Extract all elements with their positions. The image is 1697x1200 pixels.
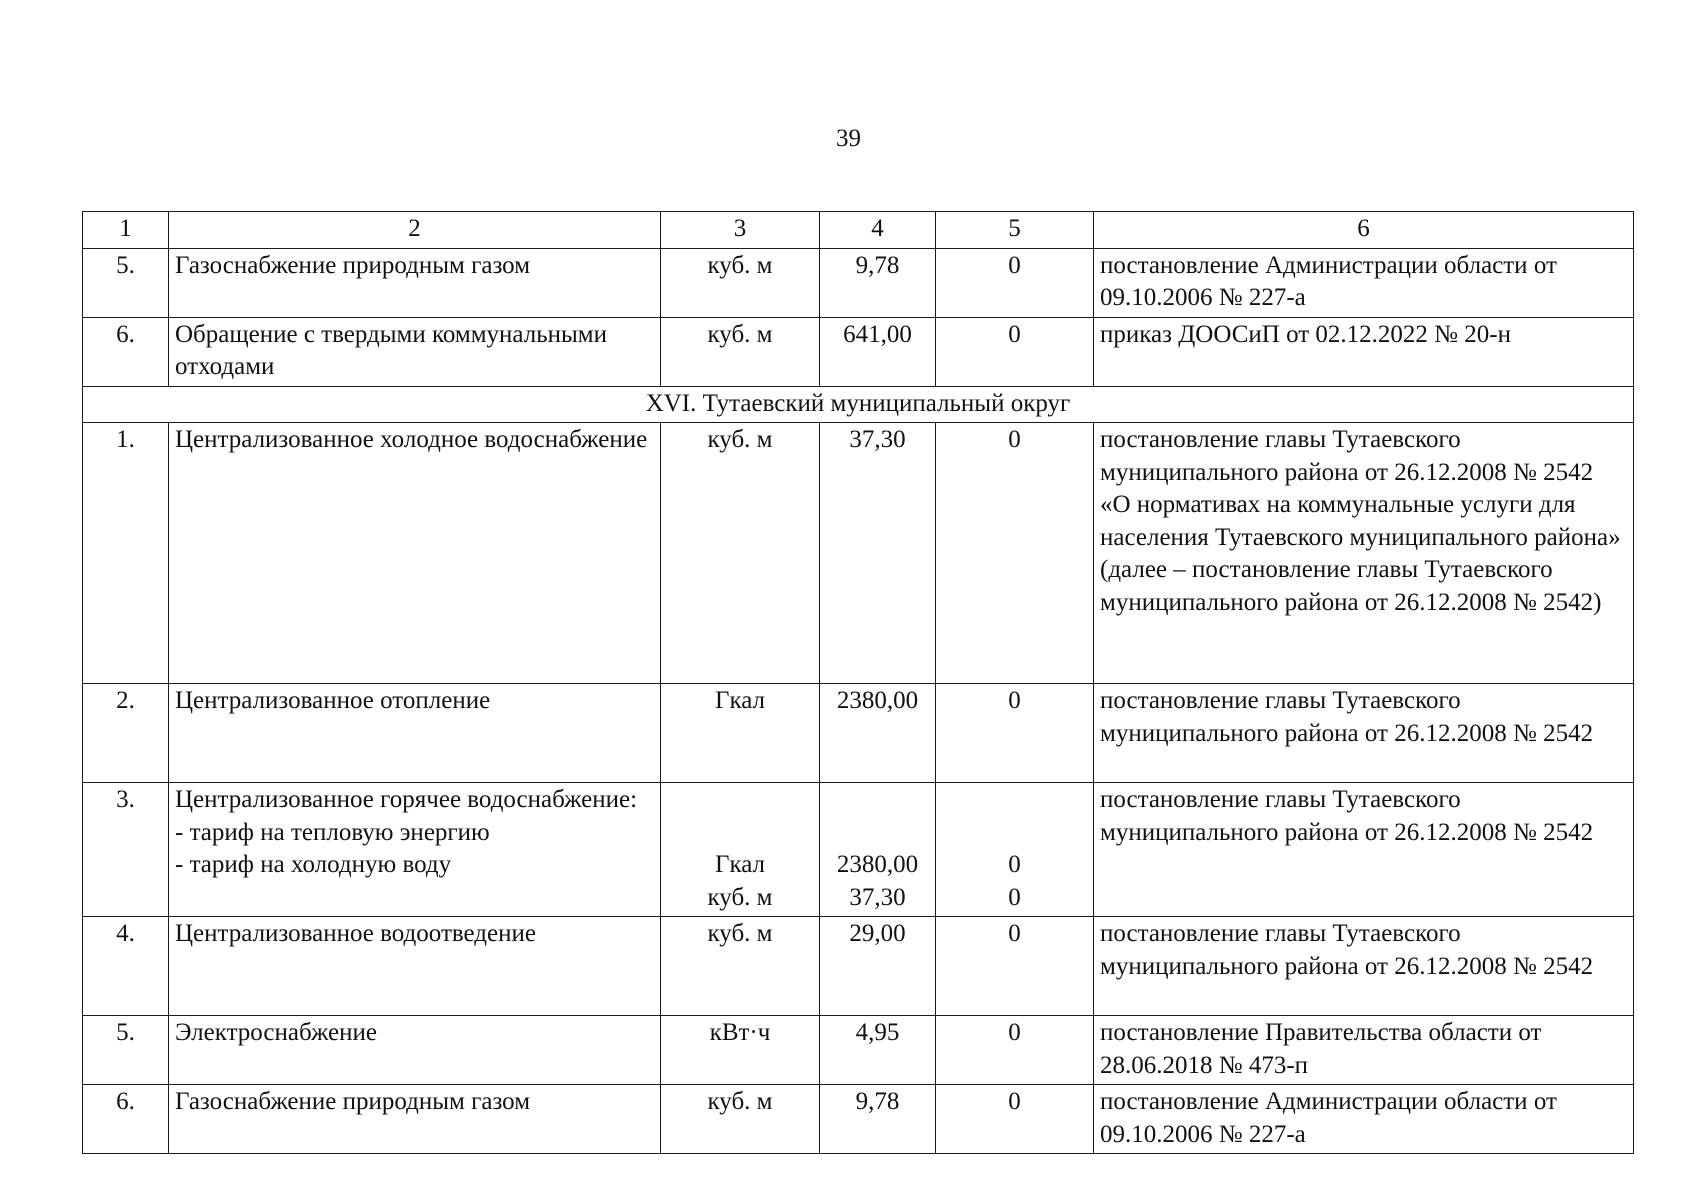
norm-value: 29,00: [820, 917, 936, 1016]
row-number: 6.: [83, 1085, 169, 1154]
table-row: [83, 684, 1634, 783]
unit: [661, 783, 820, 917]
row-number: 5.: [83, 1016, 169, 1085]
row-number: 1.: [83, 423, 169, 684]
unit: куб. м: [661, 917, 820, 1016]
unit-water: куб. м: [707, 883, 773, 911]
page-number: 39: [836, 125, 861, 152]
col5-water: 0: [1008, 883, 1021, 911]
service-name: Обращение с твердыми коммунальными отходами: [169, 317, 661, 386]
legal-basis: постановление Правительства области от 28.06.2018 № 473-п: [1094, 1016, 1634, 1085]
col5-value: 0: [936, 1085, 1094, 1154]
norm-value: 9,78: [820, 1085, 936, 1154]
legal-basis: постановление Администрации области от 09.10.2006 № 227-а: [1094, 248, 1634, 317]
header-col-2: 2: [169, 212, 661, 249]
sub-item-heat: - тариф на тепловую энергию: [175, 818, 490, 846]
service-name: Централизованное отопление: [169, 684, 661, 783]
header-col-3: 3: [661, 212, 820, 249]
col5-value: 0: [936, 1016, 1094, 1085]
service-name: Газоснабжение природным газом: [169, 248, 661, 317]
header-col-1: 1: [83, 212, 169, 249]
unit: кВт·ч: [661, 1016, 820, 1085]
header-col-5: 5: [936, 212, 1094, 249]
norm-value: 2380,00: [820, 684, 936, 783]
legal-basis: постановление главы Тутаевского муниципального района от 26.12.2008 № 2542: [1094, 783, 1634, 917]
value-heat: 2380,00: [836, 851, 919, 878]
sub-item-water: - тариф на холодную воду: [175, 851, 452, 878]
row-number: 2.: [83, 684, 169, 783]
norm-value: 9,78: [820, 248, 936, 317]
col5-value: 0: [936, 423, 1094, 684]
table-row: [83, 917, 1634, 1016]
table-row: [83, 248, 1634, 317]
section-row: [83, 386, 1634, 423]
value-water: 37,30: [849, 883, 906, 911]
norm-value: [820, 783, 936, 917]
legal-basis: приказ ДООСиП от 02.12.2022 № 20-н: [1094, 317, 1634, 386]
tariff-table: [82, 211, 1634, 1154]
unit: куб. м: [661, 248, 820, 317]
row-number: 4.: [83, 917, 169, 1016]
service-name: Централизованное водоотведение: [169, 917, 661, 1016]
legal-basis: постановление Администрации области от 09.10.2006 № 227-а: [1094, 1085, 1634, 1154]
service-name: Газоснабжение природным газом: [169, 1085, 661, 1154]
norm-value: 641,00: [820, 317, 936, 386]
unit: Гкал: [661, 684, 820, 783]
row-number: 5.: [83, 248, 169, 317]
norm-value: 4,95: [820, 1016, 936, 1085]
header-row: [83, 212, 1634, 249]
table-row: [83, 1085, 1634, 1154]
col5-heat: 0: [1008, 851, 1021, 878]
legal-basis: постановление главы Тутаевского муниципального района от 26.12.2008 № 2542 «О нормативах на коммунальные услуги для населения Тутаевского муниципального района» (далее – постановление главы Тутаевского муниципального района от 26.12.2008 № 2542): [1094, 423, 1634, 684]
col5-value: [936, 783, 1094, 917]
legal-basis: постановление главы Тутаевского муниципального района от 26.12.2008 № 2542: [1094, 917, 1634, 1016]
table-row: [83, 783, 1634, 917]
unit: куб. м: [661, 1085, 820, 1154]
unit-heat: Гкал: [714, 851, 765, 878]
header-col-6: 6: [1094, 212, 1634, 249]
norm-value: 37,30: [820, 423, 936, 684]
service-title: Централизованное горячее водоснабжение:: [175, 786, 638, 813]
service-name: Централизованное холодное водоснабжение: [169, 423, 661, 684]
col5-value: 0: [936, 684, 1094, 783]
unit: куб. м: [661, 423, 820, 684]
table-row: [83, 1016, 1634, 1085]
table-row: [83, 317, 1634, 386]
legal-basis: постановление главы Тутаевского муниципального района от 26.12.2008 № 2542: [1094, 684, 1634, 783]
col5-value: 0: [936, 248, 1094, 317]
unit: куб. м: [661, 317, 820, 386]
service-name: Электроснабжение: [169, 1016, 661, 1085]
col5-value: 0: [936, 917, 1094, 1016]
row-number: 3.: [83, 783, 169, 917]
table-row: [83, 423, 1634, 684]
section-title: XVI. Тутаевский муниципальный округ: [83, 386, 1634, 423]
col5-value: 0: [936, 317, 1094, 386]
header-col-4: 4: [820, 212, 936, 249]
row-number: 6.: [83, 317, 169, 386]
service-name: [169, 783, 661, 917]
